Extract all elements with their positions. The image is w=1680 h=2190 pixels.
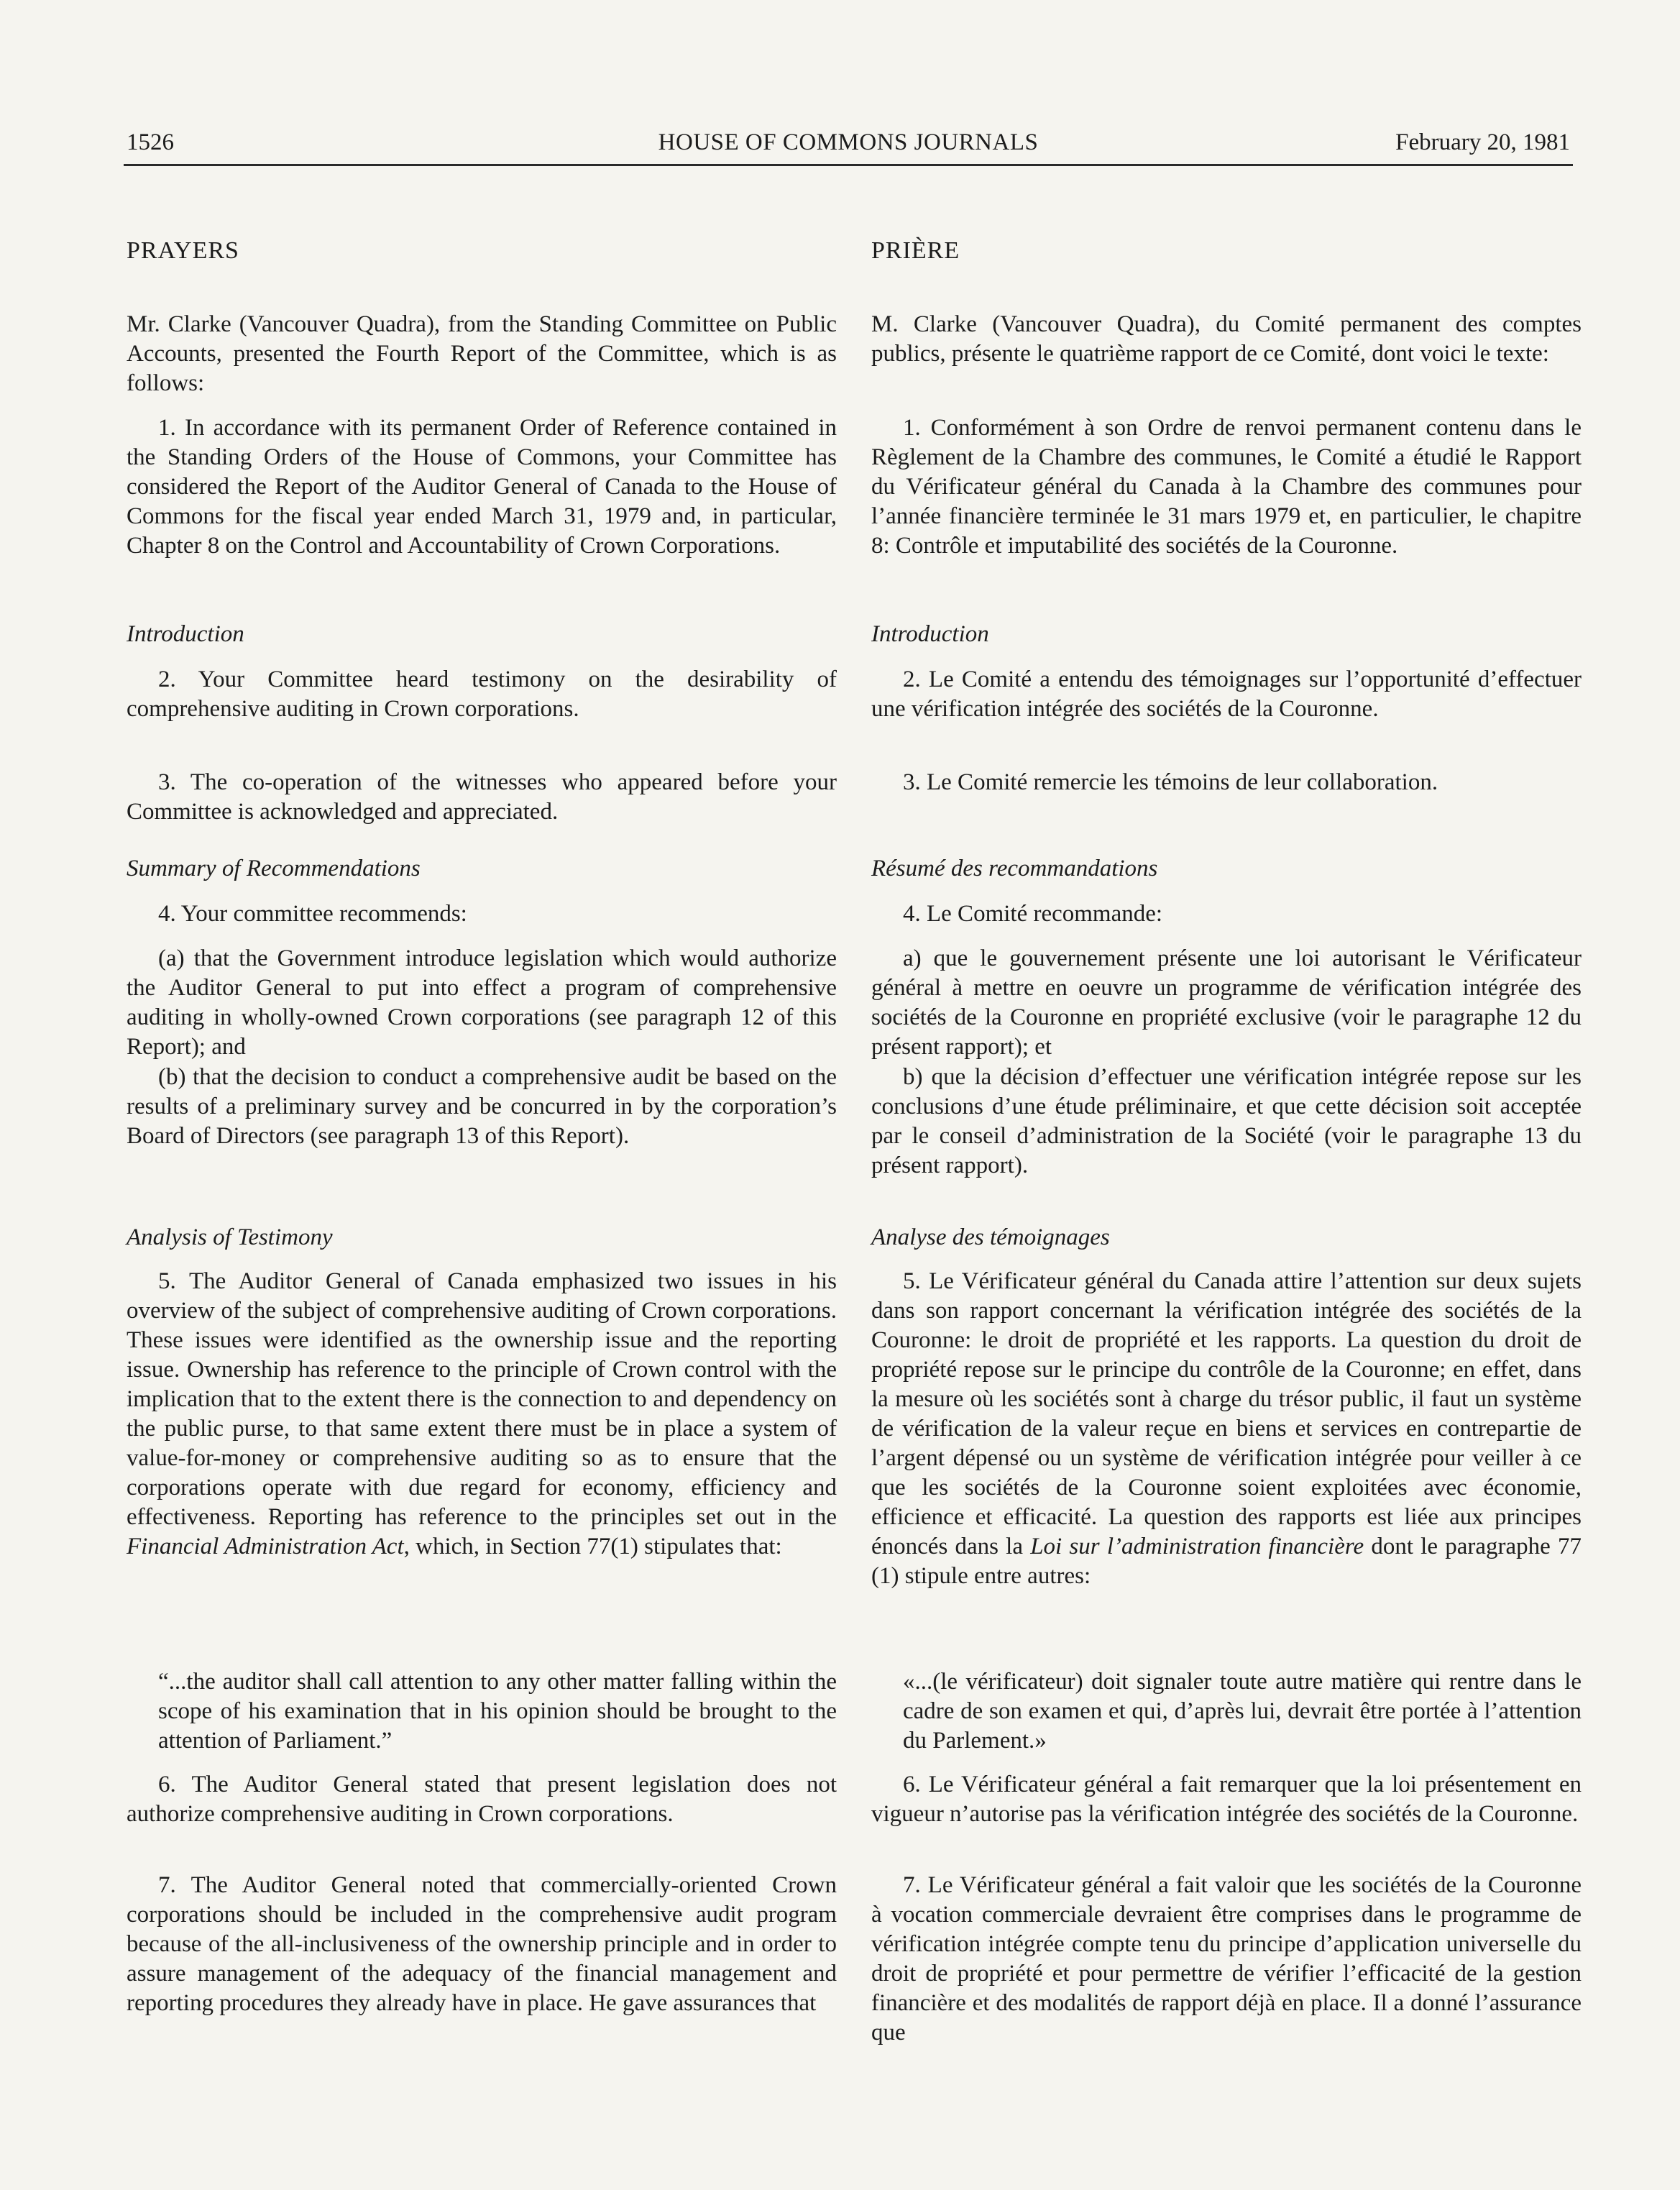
heading-summary: Résumé des recommandations bbox=[871, 856, 1158, 881]
heading-introduction: Introduction bbox=[871, 621, 989, 647]
paragraph-4a: (a) that the Government introduce legislation which would authorize the Auditor General to put into effect a program of comprehensive auditing in wholly-owned Crown corporations (see paragraph 12 of this Report); and bbox=[127, 945, 837, 1060]
paragraph-6: 6. Le Vérificateur général a fait remarquer que la loi présentement en vigueur n’autorise pas la vérification intégrée des sociétés de la Couronne. bbox=[871, 1772, 1582, 1827]
paragraph-7: 7. Le Vérificateur général a fait valoir que les sociétés de la Couronne à vocation commerciale devraient être comprises dans le programme de vérification intégrée compte tenu du principe d’application universelle du droit de propriété et pour permettre de vérifier l’efficacité de la gestion financière et des modalités de rapport déjà en place. Il a donné l’assurance que bbox=[871, 1872, 1582, 2045]
paragraph-5-end: , which, in Section 77(1) stipulates that: bbox=[403, 1534, 782, 1559]
paragraph-4: 4. Your committee recommends: bbox=[158, 901, 467, 927]
paragraph-5-text: 5. Le Vérificateur général du Canada attire l’attention sur deux sujets dans son rapport concernant la vérification intégrée des sociétés de la Couronne: le droit de propriété et les rapports. La question du droit de propriété repose sur le principe du contrôle de la Couronne; en effet, dans la mesure où les sociétés sont à charge du trésor public, il faut un système de vérification de la valeur reçue en biens et services en contrepartie de l’argent dépensé ou un système de vérification intégrée pour veiller à ce que les sociétés de la Couronne soient exploitées avec économie, efficience et efficacité. La question des rapports est liée aux principes énoncés dans la bbox=[871, 1268, 1582, 1559]
intro-paragraph: M. Clarke (Vancouver Quadra), du Comité permanent des comptes publics, présente le quatrième rapport de ce Comité, dont voici le texte: bbox=[871, 311, 1582, 367]
paragraph-5 bbox=[127, 1267, 837, 1562]
heading-analysis: Analysis of Testimony bbox=[127, 1224, 333, 1250]
paragraph-2: 2. Your Committee heard testimony on the desirability of comprehensive auditing in Crown corporations. bbox=[127, 666, 837, 722]
journal-title: HOUSE OF COMMONS JOURNALS bbox=[658, 129, 1039, 155]
intro-paragraph: Mr. Clarke (Vancouver Quadra), from the Standing Committee on Public Accounts, presented the Fourth Report of the Committee, which is as follows: bbox=[127, 311, 837, 396]
paragraph-1: 1. Conformément à son Ordre de renvoi permanent contenu dans le Règlement de la Chambre des communes, le Comité a étudié le Rapport du Vérificateur général du Canada à la Chambre des communes pour l’année financière terminée le 31 mars 1979 et, en particulier, le chapitre 8: Contrôle et imputabilité des sociétés de la Couronne. bbox=[871, 415, 1582, 559]
paragraph-5 bbox=[871, 1267, 1582, 1591]
paragraph-7: 7. The Auditor General noted that commercially-oriented Crown corporations should be included in the comprehensive audit program because of the all-inclusiveness of the ownership principle and in order to assure management of the adequacy of the financial management and reporting procedures they already have in place. He gave assurances that bbox=[127, 1872, 837, 2016]
paragraph-4b: (b) that the decision to conduct a comprehensive audit be based on the results of a preliminary survey and be concurred in by the corporation’s Board of Directors (see paragraph 13 of this Report). bbox=[127, 1064, 837, 1149]
paragraph-5-text: 5. The Auditor General of Canada emphasized two issues in his overview of the subject of comprehensive auditing of Crown corporations. These issues were identified as the ownership issue and the reporting issue. Ownership has reference to the principle of Crown control with the implication that to the extent there is the connection to and dependency on the public purse, to that same extent there must be in place a system of value-for-money or comprehensive auditing so as to ensure that the corporations operate with due regard for economy, efficiency and effectiveness. Reporting has reference to the principles set out in the bbox=[127, 1268, 837, 1530]
page-number: 1526 bbox=[127, 129, 174, 155]
journal-date: February 20, 1981 bbox=[1395, 129, 1570, 155]
paragraph-2: 2. Le Comité a entendu des témoignages sur l’opportunité d’effectuer une vérification intégrée des sociétés de la Couronne. bbox=[871, 666, 1582, 722]
act-title: Financial Administration Act bbox=[127, 1534, 404, 1559]
section-title: PRIÈRE bbox=[871, 237, 960, 264]
heading-analysis: Analyse des témoignages bbox=[871, 1224, 1110, 1250]
quotation: «...(le vérificateur) doit signaler toute autre matière qui rentre dans le cadre de son examen et qui, d’après lui, devrait être portée à l’attention du Parlement.» bbox=[903, 1669, 1582, 1754]
section-title: PRAYERS bbox=[127, 237, 239, 264]
paragraph-3: 3. Le Comité remercie les témoins de leur collaboration. bbox=[903, 769, 1438, 795]
paragraph-6: 6. The Auditor General stated that present legislation does not authorize comprehensive auditing in Crown corporations. bbox=[127, 1772, 837, 1827]
heading-introduction: Introduction bbox=[127, 621, 244, 647]
paragraph-4: 4. Le Comité recommande: bbox=[903, 901, 1163, 927]
act-title: Loi sur l’administration financière bbox=[1030, 1534, 1364, 1559]
page-header bbox=[124, 127, 1573, 166]
heading-summary: Summary of Recommendations bbox=[127, 856, 421, 881]
quotation: “...the auditor shall call attention to any other matter falling within the scope of his examination that in his opinion should be brought to the attention of Parliament.” bbox=[158, 1669, 837, 1754]
paragraph-3: 3. The co-operation of the witnesses who appeared before your Committee is acknowledged and appreciated. bbox=[127, 769, 837, 825]
paragraph-4b: b) que la décision d’effectuer une vérification intégrée repose sur les conclusions d’une étude préliminaire, et que cette décision soit acceptée par le conseil d’administration de la Société (voir le paragraphe 13 du présent rapport). bbox=[871, 1064, 1582, 1178]
paragraph-5-end: dont le paragraphe 77 (1) stipule entre autres: bbox=[871, 1534, 1582, 1589]
paragraph-4a: a) que le gouvernement présente une loi autorisant le Vérificateur général à mettre en oeuvre un programme de vérification intégrée des sociétés de la Couronne en propriété exclusive (voir le paragraphe 12 du présent rapport); et bbox=[871, 945, 1582, 1060]
paragraph-1: 1. In accordance with its permanent Order of Reference contained in the Standing Orders of the House of Commons, your Committee has considered the Report of the Auditor General of Canada to the House of Commons for the fiscal year ended March 31, 1979 and, in particular, Chapter 8 on the Control and Accountability of Crown Corporations. bbox=[127, 415, 837, 559]
